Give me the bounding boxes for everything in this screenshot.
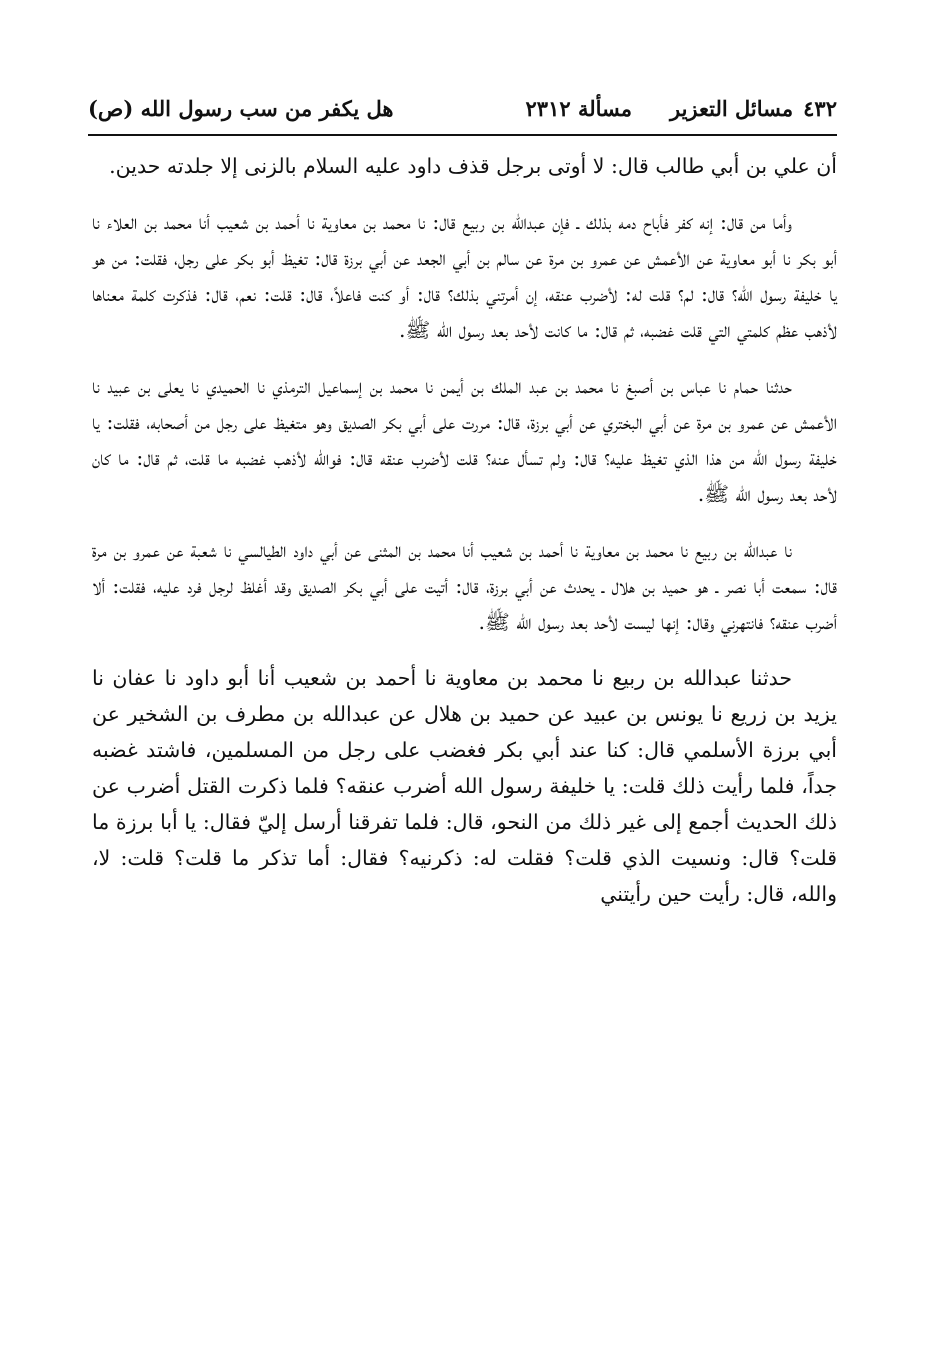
- header-right: [660, 96, 837, 121]
- paragraph-2: وأما من قال: إنه كفر فأباح دمه بذلك ـ فإن عبدالله بن ربيع قال: نا محمد بن معاوية نا أحمد بن شعيب أنا محمد بن العلاء نا أبو بكر نا أبو معاوية عن الأعمش عن عمرو بن مرة عن سالم بن أبي الجعد عن أبي برزة قال: تغيظ أبو بكر على رجل، فقلت: من هو يا خليفة رسول الله؟ قال: لم؟ قلت له: لأضرب عنقه، إن أمرتني بذلك؟ قال: أو كنت فاعلاً، قال: قلت: نعم، قال: فذكرت كلمة معناها لأذهب عظم كلمتي التي قلت غضبه، ثم قال: ما كانت لأحد بعد رسول الله ﷺ.: [92, 210, 837, 342]
- topic-title: هل يكفر من سب رسول الله (ص): [88, 96, 394, 121]
- issue-number: مسألة ٢٣١٢: [525, 96, 632, 121]
- header-rule: [88, 134, 837, 136]
- page-number: ٤٣٢: [803, 96, 837, 121]
- book-section-title: مسائل التعزير: [669, 96, 794, 121]
- paragraph-3: حدثنا حمام نا عباس بن أصبغ نا محمد بن عبد الملك بن أيمن نا محمد بن إسماعيل الترمذي نا الحميدي نا يعلى بن عبيد نا الأعمش عن عمرو بن مرة عن أبي البختري عن أبي برزة، قال: مررت على أبي بكر الصديق وهو متغيظ على رجل من أصحابه، فقلت: يا خليفة رسول الله من هذا الذي تغيظ عليه؟ قال: ولم تسأل عنه؟ قلت لأضرب عنقه قال: فوالله لأذهب غضبه ما قلت، ثم قال: ما كان لأحد بعد رسول الله ﷺ.: [92, 374, 837, 506]
- paragraph-4: نا عبدالله بن ربيع نا محمد بن معاوية نا أحمد بن شعيب أنا محمد بن المثنى عن أبي داود الطيالسي نا شعبة عن عمرو بن مرة قال: سمعت أبا نصر ـ هو حميد بن هلال ـ يحدث عن أبي برزة، قال: أتيت على أبي بكر الصديق وقد أغلظ لرجل فرد عليه، فقلت: ألا أضرب عنقه؟ فانتهرني وقال: إنها ليست لأحد بعد رسول الله ﷺ.: [92, 538, 837, 634]
- page-body: [92, 148, 837, 1350]
- running-header: [88, 92, 837, 132]
- paragraph-1: أن علي بن أبي طالب قال: لا أوتى برجل قذف داود عليه السلام بالزنى إلا جلدته حدين.: [109, 154, 837, 178]
- paragraph-5: حدثنا عبدالله بن ربيع نا محمد بن معاوية نا أحمد بن شعيب أنا أبو داود نا عفان نا يزيد بن زريع نا يونس بن عبيد عن حميد بن هلال عن عبدالله بن مطرف بن الشخير عن أبي برزة الأسلمي قال: كنا عند أبي بكر فغضب على رجل من المسلمين، فاشتد غضبه جداً، فلما رأيت ذلك قلت: يا خليفة رسول الله أضرب عنقه؟ فلما ذكرت القتل أضرب عن ذلك الحديث أجمع إلى غير ذلك من النحو، قال: فلما تفرقنا أرسل إليّ فقال: يا أبا برزة ما قلت؟ قال: ونسيت الذي قلت؟ فقلت له: ذكرنيه؟ فقال: أما تذكر ما قلت؟ قلت: لا، والله، قال: رأيت حين رأيتني: [92, 666, 837, 906]
